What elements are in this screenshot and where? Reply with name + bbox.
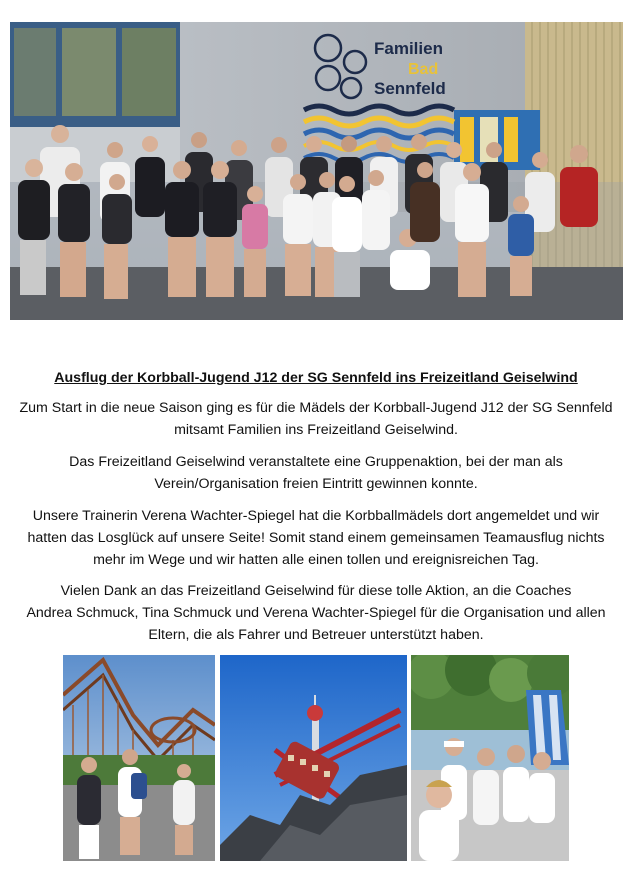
- paragraph-line: Unsere Trainerin Verena Wachter-Spiegel hat die Korbballmädels dort angemeldet und wir: [32, 508, 600, 524]
- paragraph-line: Das Freizeitland Geiselwind veranstaltete eine Gruppenaktion, bei der man als: [69, 454, 563, 470]
- paragraph-line: Eltern, die als Fahrer und Betreuer unterstützt haben.: [148, 627, 484, 643]
- sign-line1: Familien: [374, 39, 443, 58]
- paragraph-line: Vielen Dank an das Freizeitland Geiselwind für diese tolle Aktion, an die Coaches: [60, 583, 572, 599]
- article-paragraph-3: [10, 505, 622, 571]
- paragraph-line: hatten das Losglück auf unsere Seite! Somit stand einem gemeinsamen Teamausflug nichts: [27, 530, 605, 546]
- swing-ride-tower-photo: [220, 655, 407, 861]
- roller-coaster-photo: [63, 655, 215, 861]
- paragraph-line: Zum Start in die neue Saison ging es für die Mädels der Korbball-Jugend J12 der SG Sennfeld: [19, 400, 613, 416]
- article-paragraph-2: [10, 451, 622, 495]
- paragraph-line: Andrea Schmuck, Tina Schmuck und Verena Wachter-Spiegel für die Organisation und allen: [26, 605, 606, 621]
- article-paragraph-4: [10, 580, 622, 646]
- group-photo: [10, 22, 623, 320]
- paragraph-line: mitsamt Familien ins Freizeitland Geiselwind.: [174, 422, 458, 438]
- paragraph-line: Verein/Organisation freien Eintritt gewinnen konnte.: [154, 476, 478, 492]
- sign-line3: Sennfeld: [374, 79, 446, 98]
- girls-at-water-slide-photo: [411, 655, 569, 861]
- sign-line2: Bad: [408, 61, 439, 78]
- article-title: Ausflug der Korbball-Jugend J12 der SG Sennfeld ins Freizeitland Geiselwind: [54, 370, 578, 386]
- article-paragraph-1: [10, 397, 622, 441]
- paragraph-line: mehr im Wege und wir hatten alle einen tollen und ereignisreichen Tag.: [93, 552, 539, 568]
